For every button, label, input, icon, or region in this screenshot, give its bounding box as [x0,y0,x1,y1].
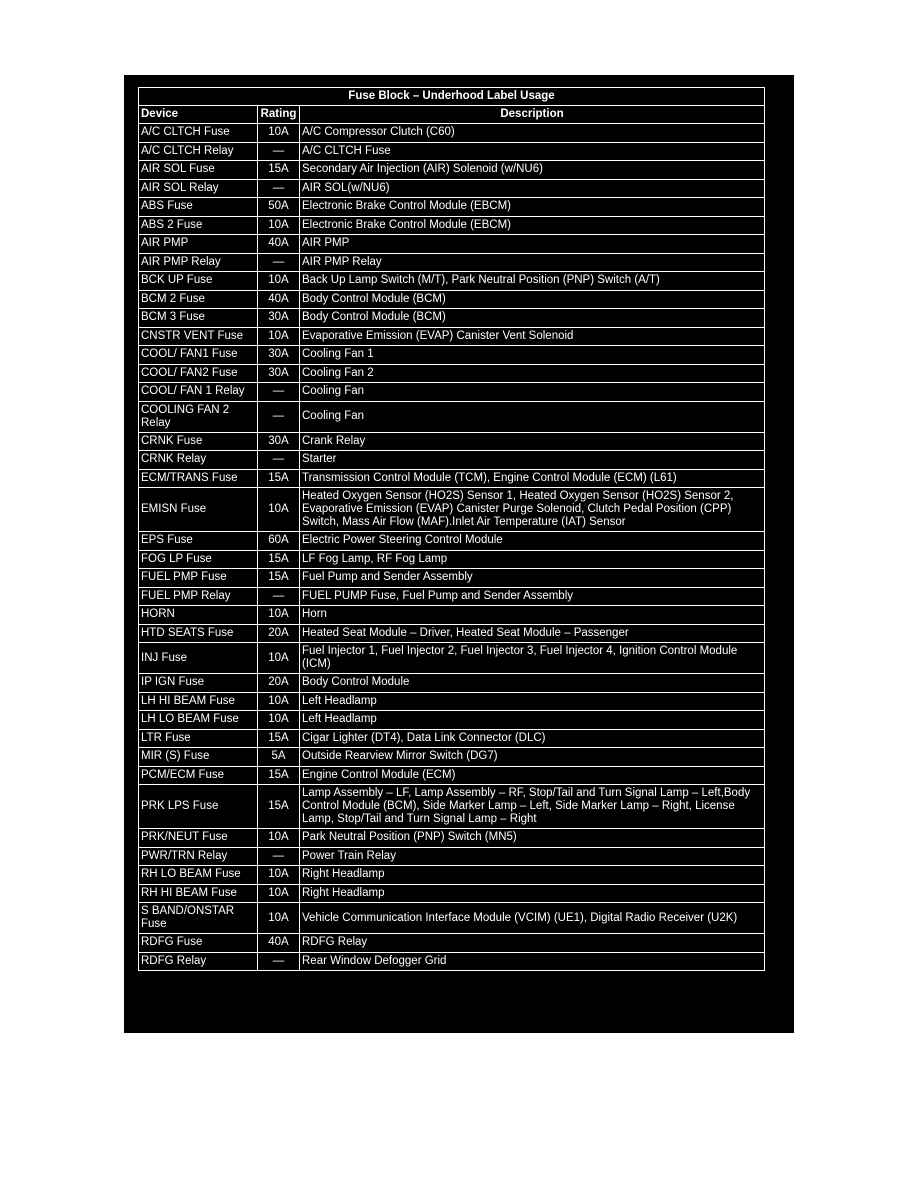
table-row [139,327,765,346]
device-cell: HTD SEATS Fuse [139,624,258,643]
description-cell: Body Control Module [300,674,765,693]
table-row [139,451,765,470]
device-cell: FUEL PMP Relay [139,587,258,606]
device-cell: MIR (S) Fuse [139,748,258,767]
rating-cell: 50A [258,198,300,217]
description-cell: Park Neutral Position (PNP) Switch (MN5) [300,829,765,848]
rating-cell: 30A [258,432,300,451]
rating-cell: — [258,142,300,161]
device-cell: LH LO BEAM Fuse [139,711,258,730]
device-cell: CNSTR VENT Fuse [139,327,258,346]
fuse-block-table [138,87,765,971]
table-row [139,785,765,829]
description-cell: Left Headlamp [300,692,765,711]
table-row [139,272,765,291]
table-row [139,346,765,365]
table-row [139,124,765,143]
description-cell: RDFG Relay [300,934,765,953]
table-row [139,550,765,569]
rating-cell: 10A [258,711,300,730]
device-cell: PRK/NEUT Fuse [139,829,258,848]
rating-cell: 30A [258,309,300,328]
description-cell: AIR PMP [300,235,765,254]
rating-cell: 15A [258,469,300,488]
description-cell: AIR PMP Relay [300,253,765,272]
device-cell: HORN [139,606,258,625]
rating-cell: 10A [258,488,300,532]
description-cell: Vehicle Communication Interface Module (VCIM) (UE1), Digital Radio Receiver (U2K) [300,903,765,934]
device-cell: RDFG Relay [139,952,258,971]
table-row [139,235,765,254]
rating-cell: 15A [258,550,300,569]
rating-cell: 10A [258,327,300,346]
rating-cell: 15A [258,766,300,785]
table-row [139,692,765,711]
table-row [139,253,765,272]
device-cell: COOL/ FAN2 Fuse [139,364,258,383]
rating-cell: — [258,847,300,866]
description-cell: LF Fog Lamp, RF Fog Lamp [300,550,765,569]
table-row [139,488,765,532]
column-header-device: Device [139,106,258,124]
table-body [139,124,765,971]
description-cell: Electric Power Steering Control Module [300,532,765,551]
table-row [139,532,765,551]
description-cell: Cooling Fan 1 [300,346,765,365]
rating-cell: 40A [258,235,300,254]
device-cell: RDFG Fuse [139,934,258,953]
rating-cell: 15A [258,729,300,748]
rating-cell: 15A [258,785,300,829]
rating-cell: 10A [258,124,300,143]
device-cell: RH HI BEAM Fuse [139,884,258,903]
description-cell: A/C CLTCH Fuse [300,142,765,161]
description-cell: Fuel Pump and Sender Assembly [300,569,765,588]
device-cell: EPS Fuse [139,532,258,551]
table-row [139,469,765,488]
description-cell: Power Train Relay [300,847,765,866]
table-row [139,729,765,748]
table-row [139,161,765,180]
rating-cell: — [258,253,300,272]
table-row [139,432,765,451]
rating-cell: 5A [258,748,300,767]
description-cell: Evaporative Emission (EVAP) Canister Vent Solenoid [300,327,765,346]
description-cell: Cooling Fan [300,383,765,402]
device-cell: CRNK Fuse [139,432,258,451]
description-cell: Back Up Lamp Switch (M/T), Park Neutral Position (PNP) Switch (A/T) [300,272,765,291]
description-cell: Electronic Brake Control Module (EBCM) [300,198,765,217]
rating-cell: 10A [258,884,300,903]
description-cell: Heated Oxygen Sensor (HO2S) Sensor 1, Heated Oxygen Sensor (HO2S) Sensor 2, Evaporative Emission (EVAP) Canister Purge Solenoid, Clutch Pedal Position (CPP) Switch, Mass Air Flow (MAF).Inlet Air Temperature (IAT) Sensor [300,488,765,532]
rating-cell: 60A [258,532,300,551]
description-cell: FUEL PUMP Fuse, Fuel Pump and Sender Assembly [300,587,765,606]
rating-cell: — [258,451,300,470]
description-cell: Cooling Fan 2 [300,364,765,383]
table-row [139,829,765,848]
rating-cell: 10A [258,692,300,711]
description-cell: Secondary Air Injection (AIR) Solenoid (w/NU6) [300,161,765,180]
description-cell: Fuel Injector 1, Fuel Injector 2, Fuel Injector 3, Fuel Injector 4, Ignition Control Module (ICM) [300,643,765,674]
device-cell: LTR Fuse [139,729,258,748]
device-cell: PCM/ECM Fuse [139,766,258,785]
table-row [139,216,765,235]
table-row [139,606,765,625]
table-row [139,569,765,588]
table-row [139,847,765,866]
description-cell: Cooling Fan [300,401,765,432]
description-cell: Outside Rearview Mirror Switch (DG7) [300,748,765,767]
description-cell: A/C Compressor Clutch (C60) [300,124,765,143]
device-cell: S BAND/ONSTAR Fuse [139,903,258,934]
table-row [139,711,765,730]
description-cell: Cigar Lighter (DT4), Data Link Connector (DLC) [300,729,765,748]
description-cell: Lamp Assembly – LF, Lamp Assembly – RF, Stop/Tail and Turn Signal Lamp – Left,Body Control Module (BCM), Side Marker Lamp – Left, Side Marker Lamp – Right, License Lamp, Stop/Tail and Turn Signal Lamp – Right [300,785,765,829]
rating-cell: 10A [258,866,300,885]
device-cell: BCK UP Fuse [139,272,258,291]
rating-cell: 10A [258,643,300,674]
column-header-rating: Rating [258,106,300,124]
table-row [139,587,765,606]
device-cell: ECM/TRANS Fuse [139,469,258,488]
device-cell: LH HI BEAM Fuse [139,692,258,711]
table-row [139,309,765,328]
table-title: Fuse Block – Underhood Label Usage [139,88,765,106]
rating-cell: — [258,401,300,432]
device-cell: COOLING FAN 2 Relay [139,401,258,432]
rating-cell: — [258,179,300,198]
rating-cell: 30A [258,364,300,383]
description-cell: Right Headlamp [300,866,765,885]
table-row [139,766,765,785]
table-row [139,364,765,383]
rating-cell: 10A [258,829,300,848]
device-cell: A/C CLTCH Fuse [139,124,258,143]
device-cell: AIR PMP Relay [139,253,258,272]
device-cell: ABS Fuse [139,198,258,217]
rating-cell: 20A [258,674,300,693]
table-row [139,142,765,161]
description-cell: Body Control Module (BCM) [300,290,765,309]
rating-cell: — [258,952,300,971]
rating-cell: 20A [258,624,300,643]
device-cell: FOG LP Fuse [139,550,258,569]
table-row [139,934,765,953]
device-cell: ABS 2 Fuse [139,216,258,235]
rating-cell: 30A [258,346,300,365]
device-cell: BCM 2 Fuse [139,290,258,309]
table-row [139,903,765,934]
table-row [139,866,765,885]
table-row [139,748,765,767]
description-cell: Rear Window Defogger Grid [300,952,765,971]
rating-cell: 15A [258,569,300,588]
fuse-table-panel [124,75,794,1033]
description-cell: Transmission Control Module (TCM), Engine Control Module (ECM) (L61) [300,469,765,488]
rating-cell: 10A [258,903,300,934]
rating-cell: 10A [258,606,300,625]
device-cell: CRNK Relay [139,451,258,470]
device-cell: AIR PMP [139,235,258,254]
device-cell: RH LO BEAM Fuse [139,866,258,885]
table-row [139,179,765,198]
table-row [139,643,765,674]
description-cell: Engine Control Module (ECM) [300,766,765,785]
rating-cell: — [258,383,300,402]
description-cell: Right Headlamp [300,884,765,903]
device-cell: EMISN Fuse [139,488,258,532]
device-cell: PWR/TRN Relay [139,847,258,866]
description-cell: Body Control Module (BCM) [300,309,765,328]
rating-cell: 15A [258,161,300,180]
column-header-description: Description [300,106,765,124]
table-row [139,198,765,217]
description-cell: Left Headlamp [300,711,765,730]
device-cell: AIR SOL Fuse [139,161,258,180]
description-cell: Crank Relay [300,432,765,451]
device-cell: AIR SOL Relay [139,179,258,198]
device-cell: IP IGN Fuse [139,674,258,693]
rating-cell: — [258,587,300,606]
rating-cell: 40A [258,934,300,953]
description-cell: Starter [300,451,765,470]
description-cell: Heated Seat Module – Driver, Heated Seat Module – Passenger [300,624,765,643]
description-cell: AIR SOL(w/NU6) [300,179,765,198]
table-row [139,884,765,903]
table-row [139,401,765,432]
description-cell: Horn [300,606,765,625]
device-cell: A/C CLTCH Relay [139,142,258,161]
rating-cell: 10A [258,272,300,291]
description-cell: Electronic Brake Control Module (EBCM) [300,216,765,235]
rating-cell: 10A [258,216,300,235]
table-row [139,952,765,971]
table-row [139,674,765,693]
table-row [139,624,765,643]
rating-cell: 40A [258,290,300,309]
device-cell: BCM 3 Fuse [139,309,258,328]
device-cell: COOL/ FAN 1 Relay [139,383,258,402]
table-row [139,383,765,402]
device-cell: COOL/ FAN1 Fuse [139,346,258,365]
table-row [139,290,765,309]
device-cell: INJ Fuse [139,643,258,674]
device-cell: PRK LPS Fuse [139,785,258,829]
device-cell: FUEL PMP Fuse [139,569,258,588]
